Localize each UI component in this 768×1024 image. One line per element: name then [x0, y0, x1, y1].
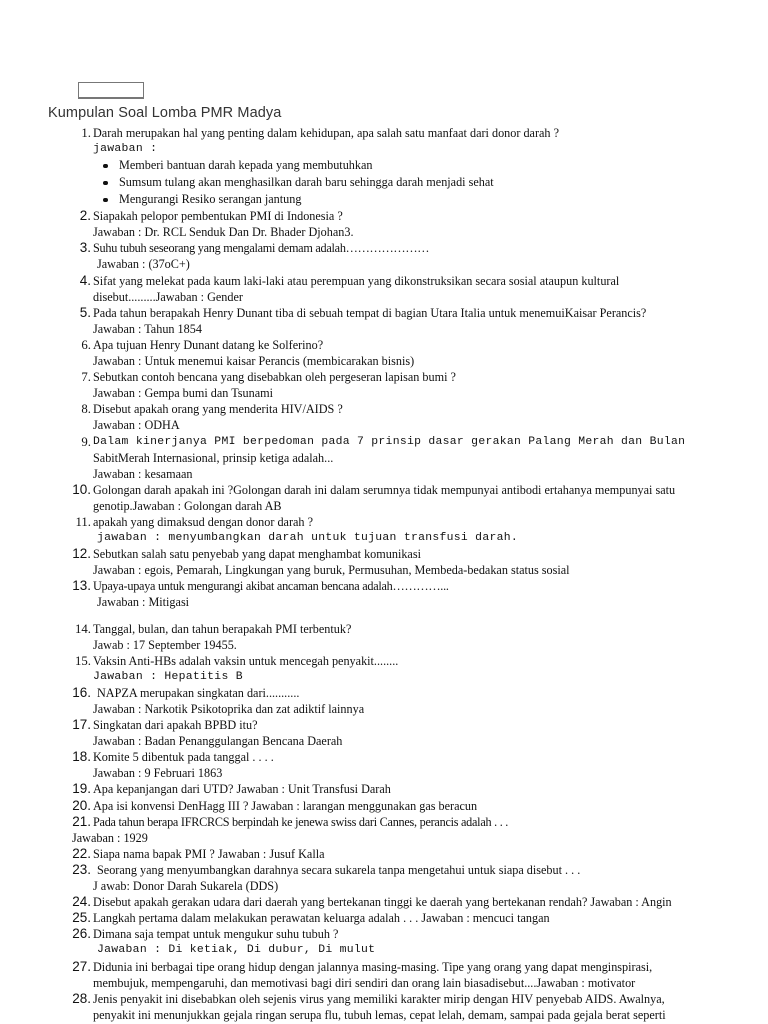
question-item [68, 781, 718, 797]
answer-text: Jawab : 17 September 19455. [93, 637, 237, 652]
question-number: 26. [72, 926, 91, 942]
question-text: Tanggal, bulan, dan tahun berapakah PMI terbentuk? [93, 621, 352, 636]
answer-text: Jawaban : (37oC+) [97, 257, 190, 272]
question-item [68, 546, 718, 578]
answer-text: Jawaban : kesamaan [93, 466, 193, 481]
question-text: Singkatan dari apakah BPBD itu? [93, 718, 258, 733]
question-number: 11. [75, 514, 91, 529]
question-item [68, 749, 718, 781]
answer-text: Jawaban : Di ketiak, Di dubur, Di mulut [97, 944, 376, 957]
answer-text: membujuk, mempengaruhi, dan memotivasi bagi diri sendiri dan orang lain biasadisebut....Jawaban : motivator [93, 975, 636, 990]
answer-text: Jawaban : 1929 [72, 830, 148, 845]
question-text: Didunia ini berbagai tipe orang hidup dengan jalannya masing-masing. Tipe yang orang yang dapat menginspirasi, [93, 959, 653, 974]
question-text: Sifat yang melekat pada kaum laki-laki atau perempuan yang dikonstruksikan secara sosial ataupun kultural [93, 273, 620, 288]
question-item [68, 926, 718, 958]
answer-text: Jawaban : Gempa bumi dan Tsunami [93, 386, 274, 401]
answer-text: SabitMerah Internasional, prinsip ketiga adalah... [93, 450, 334, 465]
page-header-box [78, 82, 144, 99]
question-text: Upaya-upaya untuk mengurangi akibat ancaman bencana adalah…………... [93, 579, 449, 594]
question-text: Siapakah pelopor pembentukan PMI di Indonesia ? [93, 209, 343, 224]
question-item [68, 401, 718, 433]
question-number: 1. [81, 126, 91, 140]
answer-text: genotip.Jawaban : Golongan darah AB [93, 498, 282, 513]
question-number: 28. [72, 990, 91, 1006]
question-item [68, 578, 718, 610]
question-text: Dimana saja tempat untuk mengukur suhu tubuh ? [93, 927, 339, 942]
question-list [68, 125, 718, 1023]
question-number: 10. [72, 481, 91, 497]
question-number: 24. [72, 894, 91, 910]
question-text: Apa isi konvensi DenHagg III ? Jawaban : larangan menggunakan gas beracun [93, 798, 478, 813]
answer-bullet-item: Memberi bantuan darah kepada yang membutuhkan [93, 157, 718, 174]
question-text: Siapa nama bapak PMI ? Jawaban : Jusuf Kalla [93, 846, 325, 861]
answer-text: Jawaban : ODHA [93, 418, 180, 433]
question-item [68, 240, 718, 272]
question-number: 15. [75, 653, 91, 668]
question-number: 8. [81, 402, 91, 417]
question-number: 4. [79, 272, 91, 288]
question-text: Apa kepanjangan dari UTD? Jawaban : Unit Transfusi Darah [93, 782, 391, 797]
question-item [68, 653, 718, 685]
question-number: 5. [79, 304, 91, 320]
question-item [68, 369, 718, 401]
question-number: 13. [72, 578, 91, 594]
question-text: Vaksin Anti-HBs adalah vaksin untuk mencegah penyakit........ [93, 653, 399, 668]
question-item [68, 621, 718, 653]
question-number: 14. [75, 621, 91, 636]
question-item [68, 337, 718, 369]
document-title: Kumpulan Soal Lomba PMR Madya [48, 105, 282, 121]
answer-text: disebut.........Jawaban : Gender [93, 289, 243, 304]
answer-text: Jawaban : Narkotik Psikotoprika dan zat adiktif lainnya [93, 702, 365, 716]
question-item [68, 991, 718, 1023]
question-number: 17. [72, 717, 91, 733]
question-item [68, 305, 718, 337]
answer-text: penyakit ini menunjukkan gejala ringan serupa flu, tubuh lemas, cepat lelah, demam, sampai pada gejala berat seperti [93, 1007, 666, 1022]
answer-text: Jawaban : 9 Februari 1863 [93, 766, 223, 781]
question-text: Komite 5 dibentuk pada tanggal . . . . [93, 750, 274, 765]
answer-text: Jawaban : Badan Penanggulangan Bencana Daerah [93, 734, 343, 749]
question-text: Pada tahun berapakah Henry Dunant tiba di sebuah tempat di bagian Utara Italia untuk menemuiKaisar Perancis? [93, 305, 647, 320]
question-item [68, 482, 718, 514]
question-number: 20. [72, 797, 91, 813]
question-number: 23. [72, 861, 91, 877]
answer-text: Jawaban : Mitigasi [97, 595, 190, 610]
question-number: 18. [72, 749, 91, 765]
question-number: 3. [79, 240, 91, 256]
question-item [68, 273, 718, 305]
answer-text: jawaban : [93, 143, 158, 156]
question-item [68, 846, 718, 862]
answer-text: jawaban : menyumbangkan darah untuk tujuan transfusi darah. [97, 532, 518, 545]
question-text: Darah merupakan hal yang penting dalam kehidupan, apa salah satu manfaat dari donor darah ? [93, 126, 559, 140]
question-text: Disebut apakah gerakan udara dari daerah yang bertekanan tinggi ke daerah yang bertekanan rendah? Jawaban : Angin [93, 895, 672, 910]
answer-text: Jawaban : Untuk menemui kaisar Perancis (membicarakan bisnis) [93, 354, 415, 369]
question-text: Dalam kinerjanya PMI berpedoman pada 7 prinsip dasar gerakan Palang Merah dan Bulan [93, 435, 686, 448]
question-item [68, 685, 718, 717]
question-text: Langkah pertama dalam melakukan perawatan keluarga adalah . . . Jawaban : mencuci tangan [93, 911, 550, 926]
question-text: Suhu tubuh seseorang yang mengalami demam adalah………………… [93, 241, 430, 256]
question-number: 21. [72, 813, 91, 829]
question-item [68, 894, 718, 910]
question-number: 16. [72, 684, 91, 700]
question-number: 2. [79, 208, 91, 224]
question-number: 25. [72, 910, 91, 926]
question-number: 7. [81, 370, 91, 385]
question-text: Sebutkan contoh bencana yang disebabkan oleh pergeseran lapisan bumi ? [93, 370, 456, 385]
question-number: 27. [72, 958, 91, 974]
answer-text: Jawaban : Tahun 1854 [93, 321, 202, 336]
answer-text: Jawaban : Hepatitis B [93, 670, 243, 683]
question-text: apakah yang dimaksud dengan donor darah ? [93, 514, 313, 529]
question-item [68, 814, 718, 830]
answer-text: J awab: Donor Darah Sukarela (DDS) [93, 879, 279, 894]
question-text: Disebut apakah orang yang menderita HIV/AIDS ? [93, 402, 343, 417]
question-number: 9. [81, 434, 91, 449]
answer-bullet-item: Mengurangi Resiko serangan jantung [93, 191, 718, 208]
question-item [68, 798, 718, 814]
answer-text: Jawaban : Dr. RCL Senduk Dan Dr. Bhader Djohan3. [93, 225, 354, 240]
answer-bullet-list [93, 157, 718, 208]
question-number: 22. [72, 845, 91, 861]
answer-text: Jawaban : egois, Pemarah, Lingkungan yang buruk, Permusuhan, Membeda-bedakan status sosial [93, 563, 570, 578]
question-item [68, 434, 718, 482]
question-item [68, 208, 718, 240]
question-text: Golongan darah apakah ini ?Golongan darah ini dalam serumnya tidak mempunyai antibodi ertahanya mempunyai satu [93, 482, 676, 497]
question-text: Jenis penyakit ini disebabkan oleh sejenis virus yang memiliki karakter mirip dengan HIV penyebab AIDS. Awalnya, [93, 991, 665, 1006]
question-item [68, 910, 718, 926]
question-item [68, 717, 718, 749]
question-number: 19. [72, 781, 91, 797]
question-text: NAPZA merupakan singkatan dari........... [97, 685, 300, 700]
question-item [68, 514, 718, 546]
question-number: 12. [72, 546, 91, 562]
question-text: Pada tahun berapa IFRCRCS berpindah ke jenewa swiss dari Cannes, perancis adalah . . . [93, 814, 509, 829]
question-text: Seorang yang menyumbangkan darahnya secara sukarela tanpa mengetahui untuk siapa disebut . . . [97, 862, 581, 877]
question-number: 6. [81, 337, 91, 352]
question-item [68, 125, 718, 208]
question-text: Sebutkan salah satu penyebab yang dapat menghambat komunikasi [93, 547, 421, 562]
answer-bullet-item: Sumsum tulang akan menghasilkan darah baru sehingga darah menjadi sehat [93, 174, 718, 191]
question-item [68, 862, 718, 894]
question-item [68, 959, 718, 991]
question-text: Apa tujuan Henry Dunant datang ke Solferino? [93, 337, 324, 352]
